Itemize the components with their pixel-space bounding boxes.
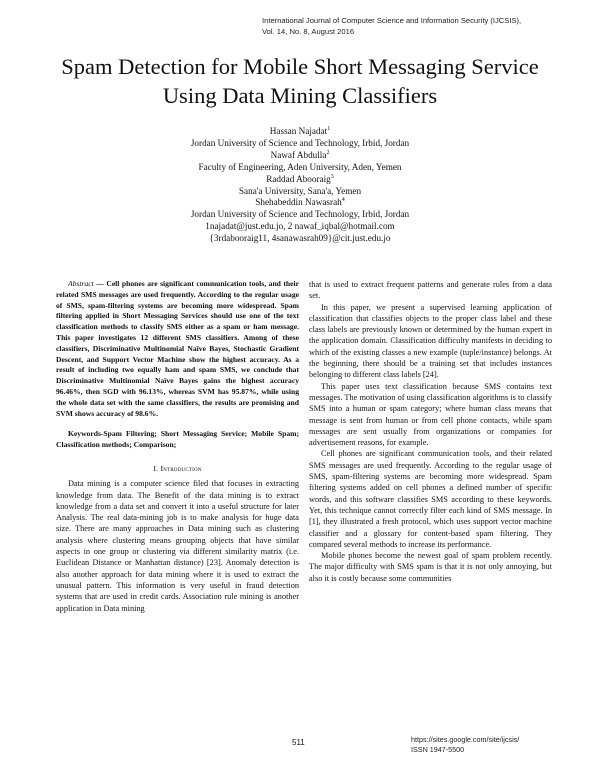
footer-url[interactable]: https://sites.google.com/site/ijcsis/ xyxy=(411,735,520,744)
author-emails: 1najadat@just.edu.jo, 2 nawaf_iqbal@hotmail.com xyxy=(205,221,395,232)
right-column xyxy=(309,279,552,584)
paragraph: Data mining is a computer science filed that focuses in extracting knowledge from data. The Benefit of the data mining is to extract knowledge from a data set and convert it into a useful structure for later Analysis. The real data-mining job is to make analysis for huge data size. There are many approaches in Data mining such as clustering analysis where clustering means grouping objects that have similar aspects in one group or clustering via different similarity matrix (i.e. Euclidean Distance or Manhattan distance) [23]. Anomaly detection is also another approach for data mining where it is used to extract the unusual pattern. This information is very useful in fraud detection systems that are used in credit cards. Association rule mining is another application in Data mining xyxy=(56,479,299,613)
author-affiliation: Faculty of Engineering, Aden University, Aden, Yemen xyxy=(198,161,402,172)
journal-name: International Journal of Computer Science and Information Security (IJCSIS), xyxy=(262,16,522,25)
keywords: Keywords-Spam Filtering; Short Messaging Service; Mobile Spam; Classification methods; Comparison; xyxy=(56,429,299,450)
author-name: Raddad Abooraig$^3$ xyxy=(266,173,334,184)
abstract: Abstract — Cell phones are significant communication tools, and their related SMS messages are used frequently. According to the regular usage of SMS, spam-filtering systems are becoming more widespread. Spam filtering applied in Short Messaging Services should use one of the text classification methods to classify SMS either as a spam or ham message. This paper investigates 12 different SMS classifiers. Among of these classifiers, Discriminative Multinomial Naïve Bayes, Stochastic Gradient Descent, and Support Vector Machine show the highest accuracy. As a result of including two equally ham and spam SMS, we conclude that Discriminative Multinomial Naïve Bayes gains the highest accuracy 96.46%, then SGD with 96.13%, whereas SVM has 95.87%, while using the whole data set with the same classifiers, the results are promising and SVM shows accuracy of 98.6%. xyxy=(56,279,299,418)
author-affiliation: Jordan University of Science and Technology, Irbid, Jordan xyxy=(190,209,410,220)
paragraph: This paper uses text classification because SMS contains text messages. The motivation of using classification algorithms is to classify SMS into a human or spam category; where human class means that message is sent from human or from cell phone contacts, while spam messages are sent usually from organizations or companies for advertisement reasons, for example. xyxy=(309,381,552,448)
paper-title xyxy=(20,52,580,110)
author-affiliation: Sana'a University, Sana'a, Yemen xyxy=(238,185,362,196)
author-affiliation: Jordan University of Science and Technology, Irbid, Jordan xyxy=(190,137,410,148)
footer-info xyxy=(411,735,519,754)
author-block xyxy=(120,126,480,245)
paragraph: Mobile phones become the newest goal of spam problem recently. The major difficulty with SMS spam is that it is not only annoying, but also it is costly because some communities xyxy=(309,551,552,583)
author-emails: {3rdabooraig11, 4sanawasrah09}@cit.just.edu.jo xyxy=(209,233,391,244)
title-line-1: Spam Detection for Mobile Short Messaging Service xyxy=(61,54,539,79)
section-heading: I. Introduction xyxy=(153,463,202,473)
author-name: Shehabeddin Nawasrah$^4$ xyxy=(255,197,345,208)
title-line-2: Using Data Mining Classifiers xyxy=(162,83,438,108)
journal-volume: Vol. 14, No. 8, August 2016 xyxy=(262,26,355,36)
author-name: Nawaf Abdulla$^2$ xyxy=(270,149,330,160)
paragraph: that is used to extract frequent patterns and generate rules from a data set. xyxy=(309,280,552,301)
journal-header xyxy=(262,16,562,37)
author-name: Hassan Najadat$^1$ xyxy=(269,125,331,136)
paragraph: Cell phones are significant communication tools, and their related SMS messages are used frequently. According to the regular usage of SMS, spam-filtering systems are becoming more widespread. Spam filtering systems added on cell phones a defined number of specific words, and this software classifies SMS according to these keywords. Yet, this technique cannot correctly filter each kind of SMS message. In [1], they illustrated a fresh protocol, which uses support vector machine classifier and a glossary for content-based spam filtering. They compared several methods to increase its performance. xyxy=(309,449,552,549)
page-number: 511 xyxy=(292,738,305,747)
paragraph: In this paper, we present a supervised learning application of classification that classifies objects to the proper class label and these class labels are previously known or determined by the human expert in the application domain. Classification difficulty manifests in deciding to which of the existing classes a new example (tuple/instance) belongs. At the beginning, there should be a training set that includes instances belonging to different class labels [24]. xyxy=(309,302,552,380)
footer-issn: ISSN 1947-5500 xyxy=(411,744,465,754)
left-column xyxy=(56,279,299,614)
